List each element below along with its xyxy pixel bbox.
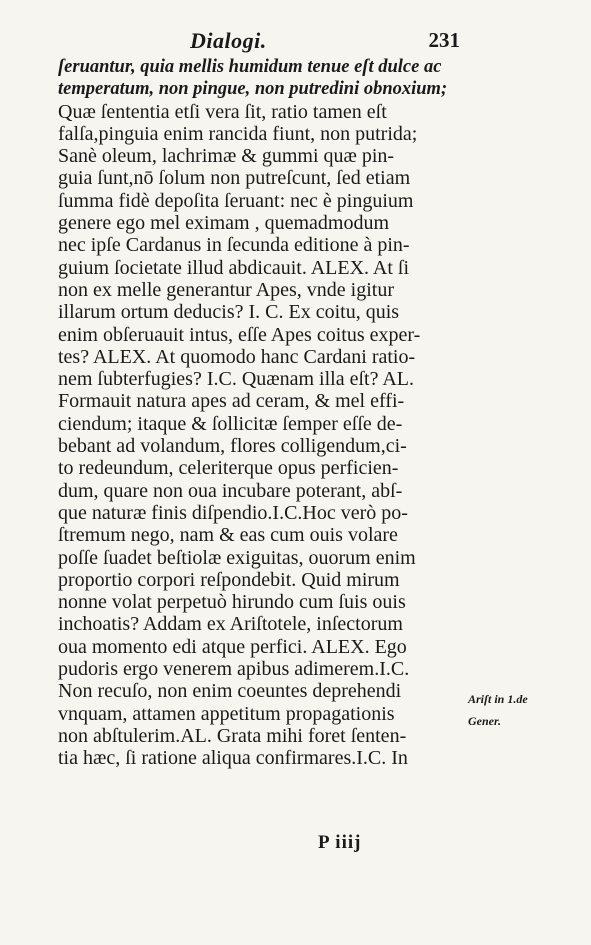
text-line: to redeundum, celeriterque opus perficien- (58, 457, 399, 480)
text-line: nonne volat perpetuò hirundo cum ſuis ouis (58, 591, 406, 614)
signature-mark: P iiij (318, 832, 362, 853)
body-text (58, 56, 468, 770)
text-line: guia ſunt,nō ſolum non putreſcunt, ſed etiam (58, 167, 411, 190)
text-line: pudoris ergo venerem apibus adimerem.I.C. (58, 658, 410, 681)
text-line: Sanè oleum, lachrimæ & gummi quæ pin- (58, 145, 395, 168)
text-line: falſa,pinguia enim rancida fiunt, non putrida; (58, 122, 418, 145)
text-line: tia hæc, ſi ratione aliqua confirmares.I.C. In (58, 747, 408, 770)
text-line: Non recuſo, non enim coeuntes deprehendi (58, 680, 402, 703)
text-line: ciendum; itaque & ſollicitæ ſemper eſſe de- (58, 412, 403, 435)
text-line: poſſe ſuadet beſtiolæ exiguitas, ouorum enim (58, 546, 416, 569)
text-line: illarum ortum deducis? I. C. Ex coitu, quis (58, 301, 400, 324)
margin-note-line: Ariſt in 1.de (468, 692, 528, 706)
text-line: enim obſeruauit intus, eſſe Apes coitus exper- (58, 323, 421, 346)
text-line: inchoatis? Addam ex Ariſtotele, inſectorum (58, 613, 403, 636)
text-line: que naturæ finis diſpendio.I.C.Hoc verò po- (58, 501, 408, 524)
text-line: bebant ad volandum, flores colligendum,ci- (58, 435, 407, 458)
margin-note (468, 688, 568, 732)
text-line: guium ſocietate illud abdicauit. ALEX. At ſi (58, 256, 410, 279)
margin-note-line: Gener. (468, 714, 501, 728)
page-header (60, 28, 460, 54)
text-line: Quæ ſententia etſi vera ſit, ratio tamen eſt (58, 100, 387, 123)
text-line: vnquam, attamen appetitum propagationis (58, 702, 395, 725)
text-line: ſumma fidè depoſita ſeruant: nec è pinguium (58, 189, 414, 212)
page-number: 231 (428, 28, 460, 52)
text-line: ſtremum nego, nam & eas cum ouis volare (58, 524, 398, 547)
text-line: tes? ALEX. At quomodo hanc Cardani ratio- (58, 345, 416, 368)
text-line: non abſtulerim.AL. Grata mihi foret ſenten- (58, 724, 407, 747)
text-line: non ex melle generantur Apes, vnde igitur (58, 278, 395, 301)
text-line: Formauit natura apes ad ceram, & mel effi- (58, 390, 405, 413)
text-line: nem ſubterfugies? I.C. Quænam illa eſt? AL. (58, 368, 415, 391)
text-line: temperatum, non pingue, non putredini obnoxium; (58, 79, 448, 100)
text-line: genere ego mel eximam , quemadmodum (58, 212, 390, 235)
text-line: proportio corpori reſpondebit. Quid mirum (58, 568, 400, 591)
text-line: dum, quare non oua incubare poterant, abſ- (58, 479, 403, 502)
text-line: nec ipſe Cardanus in ſecunda editione à pin- (58, 234, 410, 257)
text-line: ſeruantur, quia mellis humidum tenue eſt dulce ac (58, 57, 442, 77)
text-line: oua momento edi atque perfici. ALEX. Ego (58, 635, 407, 658)
running-title: Dialogi. (190, 28, 267, 53)
